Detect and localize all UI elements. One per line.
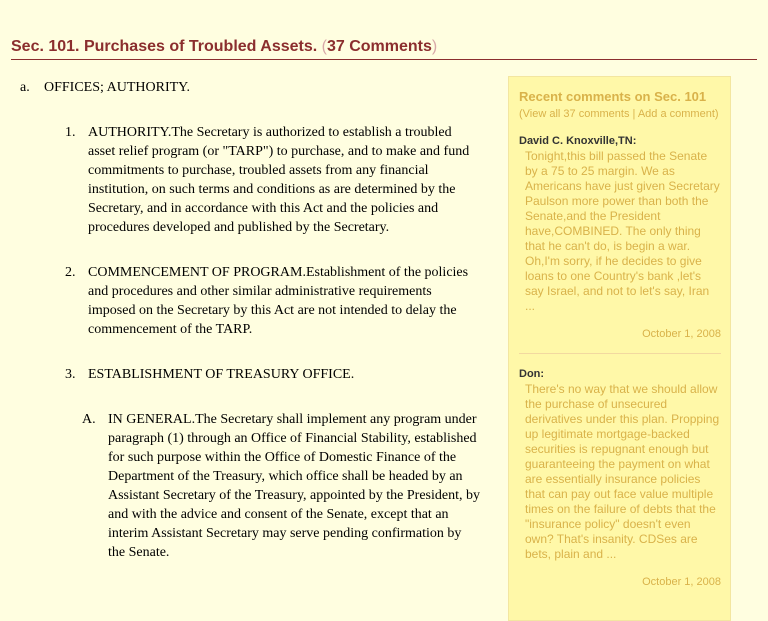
sidebar-links: [519, 108, 721, 120]
comment-item: [519, 368, 721, 588]
paragraph-3: [65, 365, 480, 562]
paragraph-1-marker: 1.: [65, 125, 76, 140]
add-comment-link[interactable]: Add a comment: [637, 108, 715, 120]
comment-text: There's no way that we should allow the purchase of unsecured derivatives under this plan. Propping up legitimate mortgage-backed securities is repugnant enough but guaranteeing the payment on what are essentially insurance policies that can pay out face value multiple times on the failure of debts that the "insurance policy" doesn't even own? That's insanity. CDSes are bets, plain and ...: [525, 382, 720, 561]
paragraph-2-text: COMMENCEMENT OF PROGRAM.Establishment of the policies and procedures and other similar administrative requirements imposed on the Secretary by this Act are not intended to delay the commencement of the TARP.: [88, 265, 469, 337]
page-header: [11, 38, 757, 60]
comment-author: David C. Knoxville,TN:: [519, 135, 637, 147]
subsection-a-heading: OFFICES; AUTHORITY.: [44, 80, 190, 95]
bill-section-text: [20, 78, 480, 562]
comment-date: October 1, 2008: [642, 576, 721, 588]
comment-item: [519, 135, 721, 354]
paragraph-1-text: AUTHORITY.The Secretary is authorized to establish a troubled asset relief program (or "TARP") to purchase, and to make and fund commitments to purchase, troubled assets from any financial institution, on such terms and conditions as are determined by the Secretary, and in accordance with this Act and the policies and procedures developed and published by the Secretary.: [88, 125, 470, 235]
page-title: Sec. 101. Purchases of Troubled Assets.: [11, 38, 318, 55]
paragraph-3-text: ESTABLISHMENT OF TREASURY OFFICE.: [88, 367, 355, 382]
paren-open: (: [321, 38, 327, 55]
comment-divider: [519, 353, 721, 354]
links-separator: |: [629, 108, 638, 120]
subparagraph-A: [82, 410, 480, 562]
recent-comments-sidebar: [508, 76, 731, 621]
subparagraph-A-marker: A.: [82, 412, 96, 427]
comment-author: Don:: [519, 368, 545, 380]
paragraph-3-marker: 3.: [65, 367, 76, 382]
paragraph-2: [65, 263, 480, 339]
paren-close: ): [431, 38, 438, 55]
sidebar-title: Recent comments on Sec. 101: [519, 89, 707, 104]
comment-text: Tonight,this bill passed the Senate by a 75 to 25 margin. We as Americans have just given Secretary Paulson more power than both the Senate,and the President have,COMBINED. The only thing that he can't do, is begin a war. Oh,I'm sorry, if he decides to give loans to one Country's bank ,let's say Israel, and not to let's say, Iran ...: [525, 149, 720, 313]
comment-date: October 1, 2008: [642, 328, 721, 340]
links-paren-open: (: [519, 108, 523, 120]
links-paren-close: ): [714, 108, 719, 120]
subsection-a-marker: a.: [20, 80, 30, 95]
view-all-comments-link[interactable]: View all 37 comments: [522, 108, 630, 120]
comments-count-link[interactable]: 37 Comments: [326, 38, 432, 55]
subparagraph-A-text: IN GENERAL.The Secretary shall implement any program under paragraph (1) through an Office of Financial Stability, established for such purpose within the Office of Domestic Finance of the Department of the Treasury, which office shall be headed by an Assistant Secretary of the Treasury, appointed by the President, by and with the advice and consent of the Senate, except that an interim Assistant Secretary may serve pending confirmation by the Senate.: [108, 412, 480, 560]
paragraph-2-marker: 2.: [65, 265, 76, 280]
paragraph-1: [65, 123, 480, 237]
subsection-a: [20, 78, 480, 562]
